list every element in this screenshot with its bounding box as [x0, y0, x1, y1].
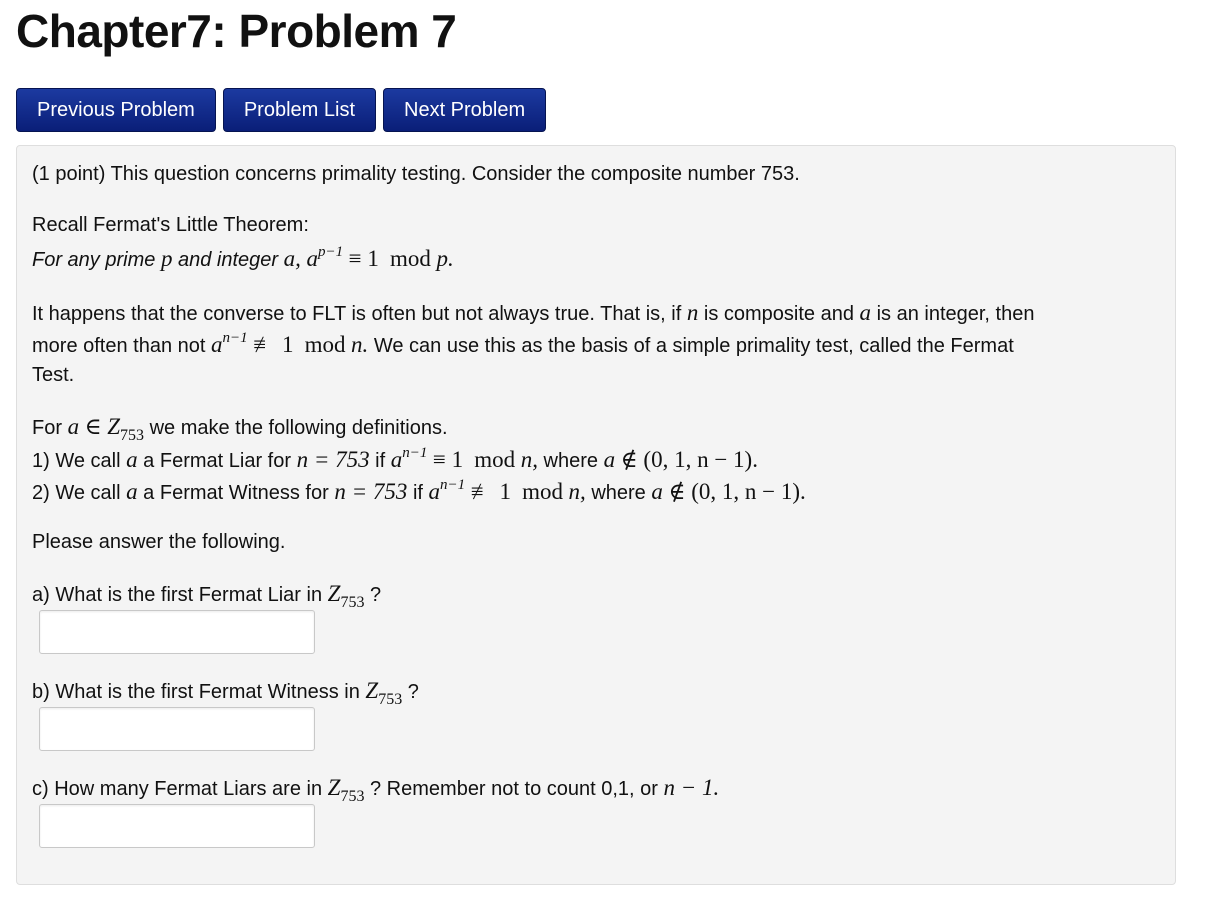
converse-text-2: is composite and: [703, 303, 854, 325]
d1-modvar: n,: [520, 447, 538, 472]
problem-panel: [16, 145, 1176, 885]
flt-modvar: p.: [436, 246, 454, 271]
definitions-intro: [32, 411, 448, 444]
previous-problem-button[interactable]: Previous Problem: [16, 88, 216, 132]
problem-navigation: [16, 88, 546, 132]
d1-where: where: [543, 450, 599, 472]
flt-var-p: p: [160, 246, 173, 271]
d1-if: if: [375, 450, 386, 472]
converse-text-5: We can use this as the basis of a simple primality test, called the Fermat: [373, 335, 1014, 357]
defs-element-of: ∈: [84, 414, 102, 439]
d2-cond-var: a: [651, 479, 663, 504]
d2-mod: mod: [522, 479, 563, 504]
d1-var-a: a: [126, 447, 138, 472]
converse-line-1: [32, 297, 1034, 330]
defs-set-z: Z: [107, 414, 121, 439]
converse-text-3: is an integer, then: [876, 303, 1035, 325]
next-problem-button[interactable]: Next Problem: [383, 88, 546, 132]
question-b-set: Z: [365, 678, 379, 703]
converse-base: a: [211, 332, 223, 357]
converse-mod: mod: [304, 332, 346, 357]
question-c-tail: n − 1.: [663, 775, 720, 800]
d1-mod: mod: [474, 447, 516, 472]
question-a-set-sub: 753: [340, 594, 365, 611]
d1-condition: ∉ (0, 1, n − 1).: [620, 447, 758, 472]
question-a-set: Z: [327, 581, 341, 606]
d2-exponent: n−1: [440, 477, 466, 493]
d2-var-a: a: [126, 479, 138, 504]
flt-relation: ≡ 1: [348, 246, 379, 271]
converse-var-a: a: [859, 300, 872, 325]
question-b: [32, 675, 419, 708]
please-answer-text: Please answer the following.: [32, 531, 286, 553]
d2-relation: ≢ 1: [470, 479, 511, 504]
converse-text-4: more often than not: [32, 335, 206, 357]
d2-mid: a Fermat Witness for: [143, 482, 329, 504]
d1-mid: a Fermat Liar for: [143, 450, 291, 472]
flt-and-integer: and integer: [178, 249, 279, 271]
converse-line-3: Test.: [32, 364, 75, 386]
question-b-set-sub: 753: [378, 691, 403, 708]
d2-pre: 2) We call: [32, 482, 121, 504]
defs-var-a: a: [67, 414, 80, 439]
problem-intro: (1 point) This question concerns primality testing. Consider the composite number 753.: [32, 163, 800, 185]
question-b-post: ?: [407, 681, 419, 703]
definition-fermat-witness: [32, 476, 806, 509]
question-b-text: b) What is the first Fermat Witness in: [32, 681, 360, 703]
question-c-post: ? Remember not to count 0,1, or: [370, 778, 658, 800]
flt-exponent: p−1: [317, 244, 344, 260]
converse-exponent: n−1: [222, 330, 248, 346]
d1-pre: 1) We call: [32, 450, 121, 472]
converse-var-n: n: [686, 300, 699, 325]
defs-intro-post: we make the following definitions.: [149, 417, 448, 439]
question-c: [32, 772, 719, 805]
flt-mod: mod: [390, 246, 431, 271]
d2-where: where: [591, 482, 646, 504]
question-c-set: Z: [327, 775, 341, 800]
answer-b-input[interactable]: [39, 707, 315, 751]
d2-condition: ∉ (0, 1, n − 1).: [668, 479, 806, 504]
d1-eq: n = 753: [296, 447, 370, 472]
d2-if: if: [412, 482, 423, 504]
converse-text-1: It happens that the converse to FLT is often but not always true. That is, if: [32, 303, 682, 325]
defs-set-sub: 753: [120, 427, 145, 444]
flt-statement: [32, 243, 454, 276]
question-a-text: a) What is the first Fermat Liar in: [32, 584, 323, 606]
question-c-text: c) How many Fermat Liars are in: [32, 778, 323, 800]
d1-exponent: n−1: [402, 445, 428, 461]
d2-base: a: [428, 479, 440, 504]
d2-modvar: n,: [568, 479, 586, 504]
flt-var-a: a,: [283, 246, 301, 271]
question-a-post: ?: [370, 584, 382, 606]
d2-eq: n = 753: [334, 479, 408, 504]
recall-text: Recall Fermat's Little Theorem:: [32, 214, 309, 236]
answer-c-input[interactable]: [39, 804, 315, 848]
d1-relation: ≡ 1: [432, 447, 464, 472]
converse-relation: ≢ 1: [253, 332, 294, 357]
question-c-set-sub: 753: [340, 788, 365, 805]
question-a: [32, 578, 381, 611]
flt-base: a: [306, 246, 318, 271]
flt-prefix: For any prime: [32, 249, 156, 271]
answer-a-input[interactable]: [39, 610, 315, 654]
problem-list-button[interactable]: Problem List: [223, 88, 376, 132]
d1-cond-var: a: [603, 447, 616, 472]
defs-intro-pre: For: [32, 417, 62, 439]
converse-line-2: [32, 329, 1014, 362]
converse-modvar: n.: [351, 332, 369, 357]
definition-fermat-liar: [32, 444, 758, 477]
page-title: Chapter7: Problem 7: [16, 5, 457, 57]
d1-base: a: [390, 447, 403, 472]
